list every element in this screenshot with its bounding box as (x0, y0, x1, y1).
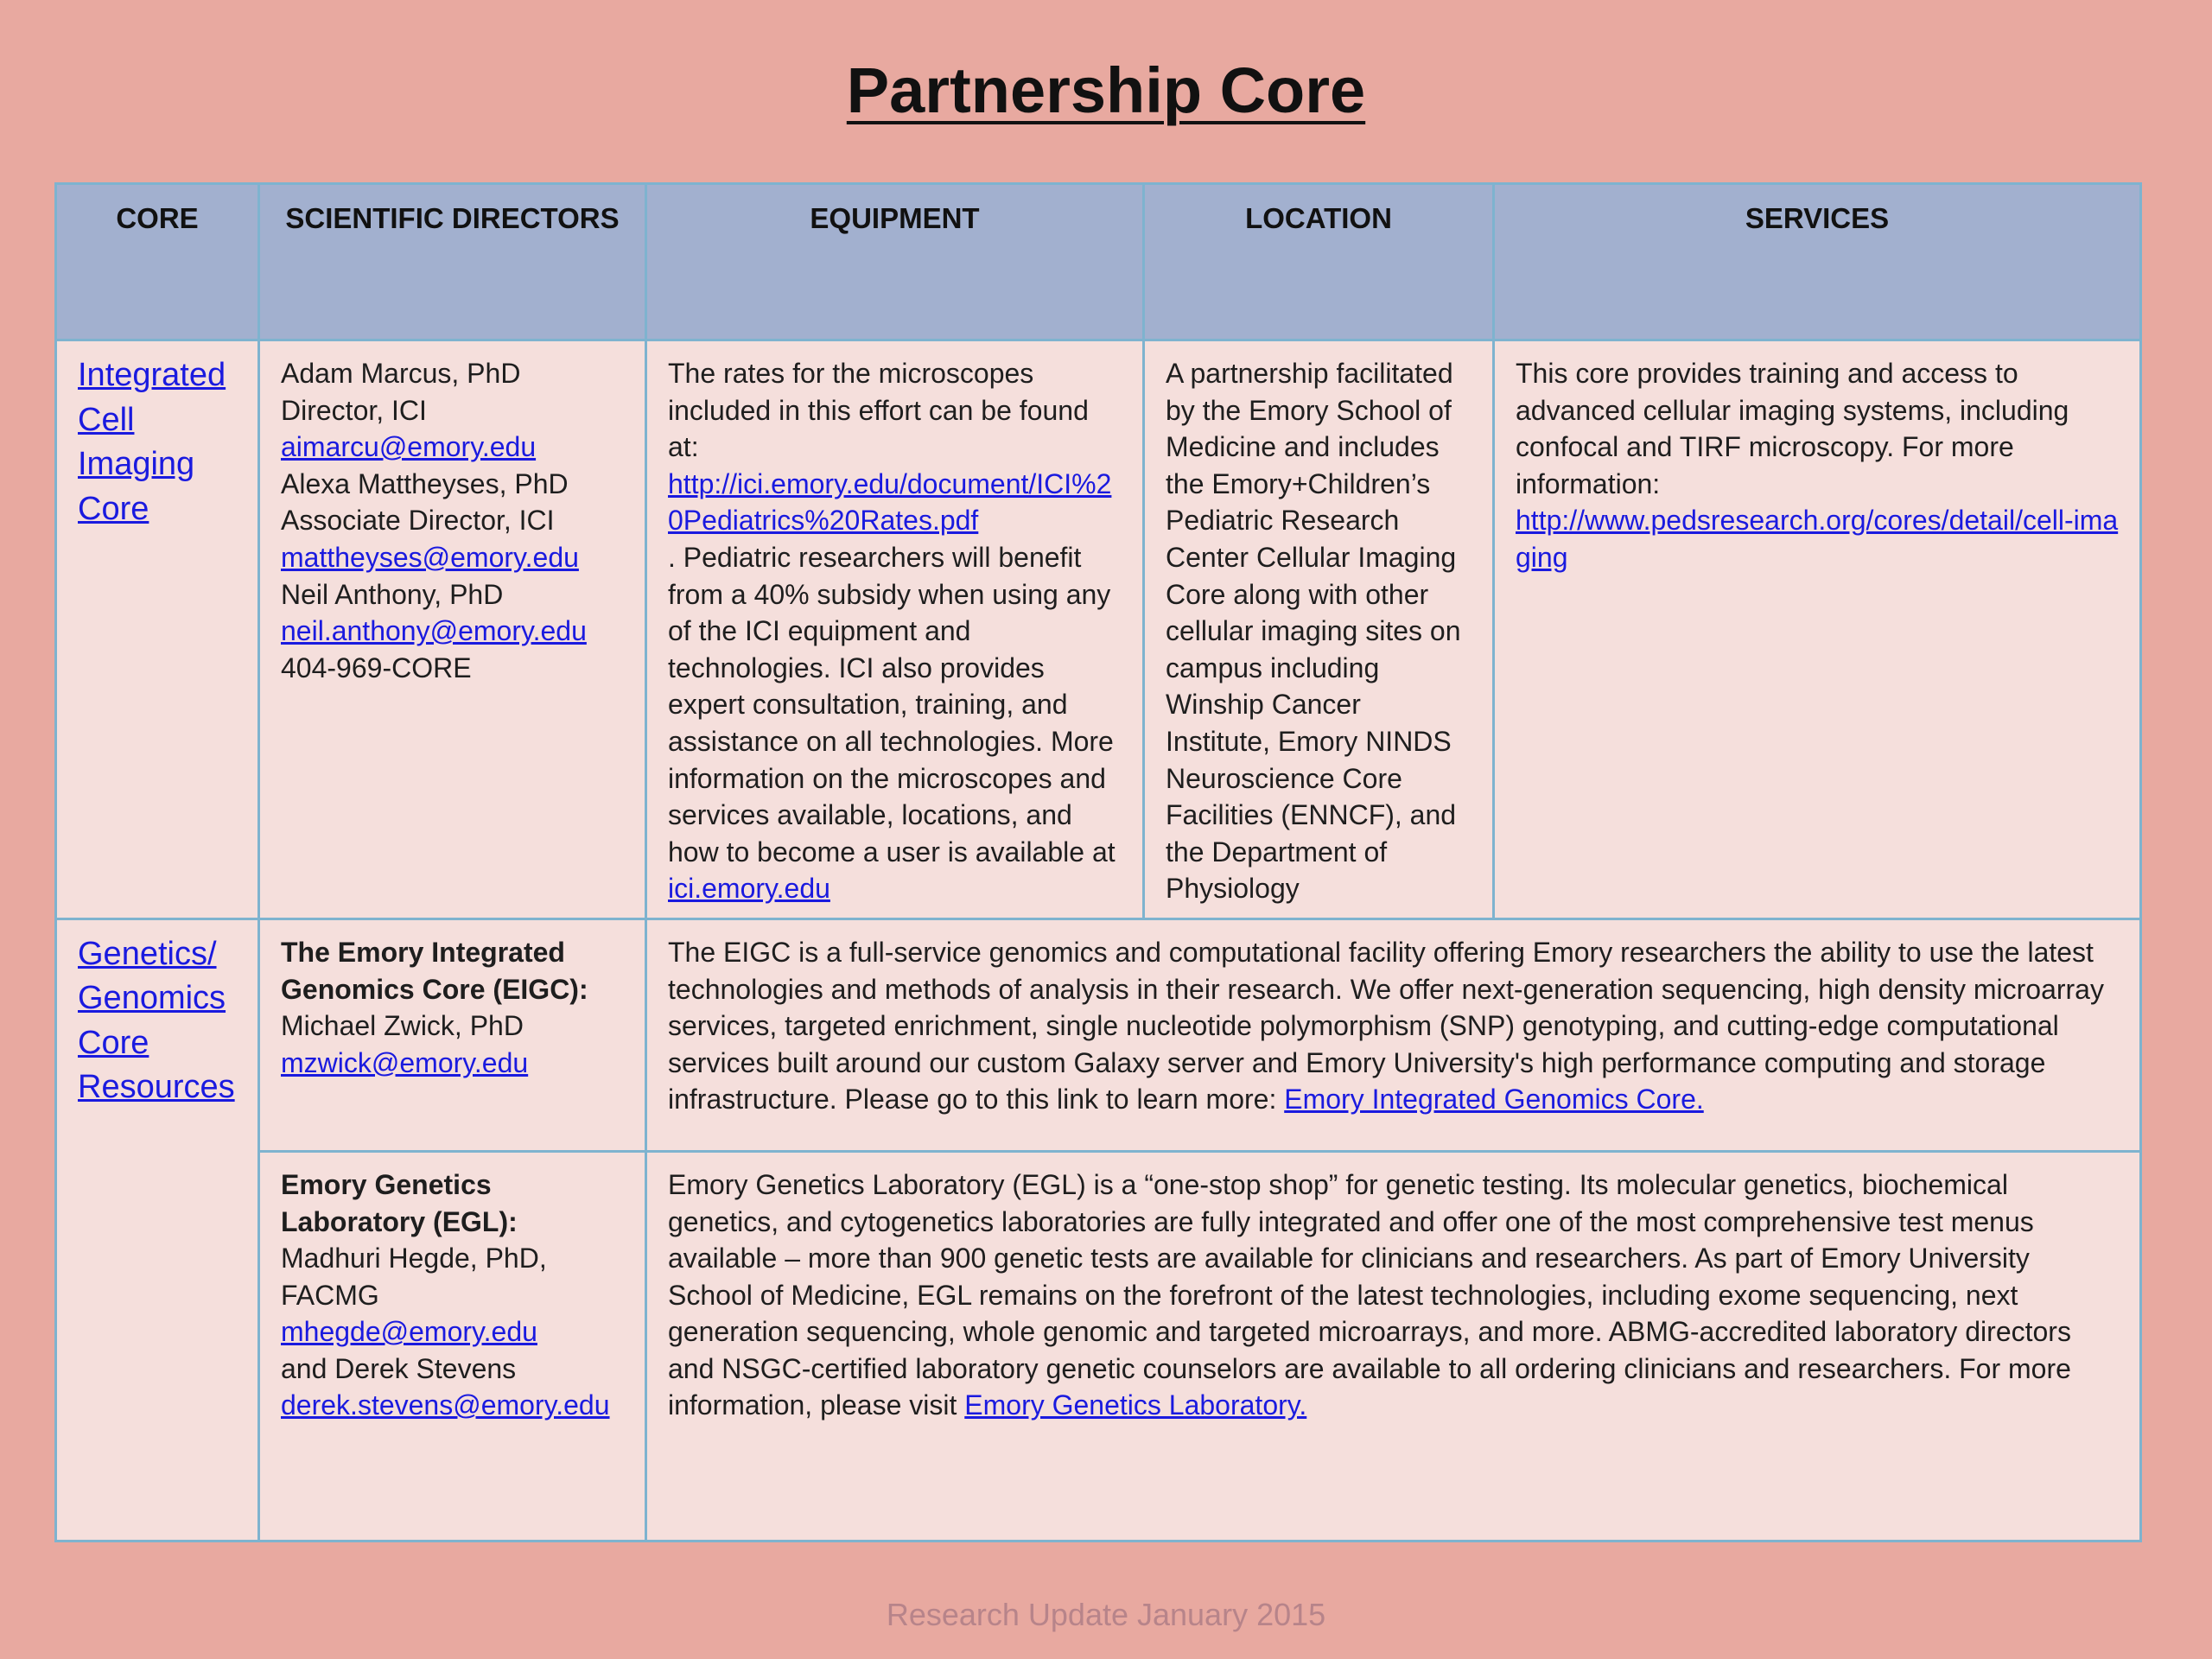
genetics-core-link[interactable]: Genetics/ Genomics Core Resources (78, 935, 235, 1106)
rates-pdf-link[interactable]: http://ici.emory.edu/document/ICI%20Pediatrics%20Rates.pdf (668, 467, 1112, 537)
core-cell-genetics (56, 918, 259, 1541)
eigc-link[interactable]: Emory Integrated Genomics Core. (1284, 1084, 1704, 1116)
page-title: Partnership Core (846, 54, 1366, 126)
equipment-intro: The rates for the microscopes included in this effort can be found at: (668, 358, 1089, 463)
director-name-anthony: Neil Anthony, PhD (281, 578, 504, 610)
header-location: LOCATION (1144, 184, 1494, 340)
services-cell-ici (1494, 340, 2141, 919)
table-row-ici (56, 340, 2141, 919)
description-cell-eigc (646, 918, 2141, 1151)
phone-number: 404-969-CORE (281, 652, 472, 683)
header-services: SERVICES (1494, 184, 2141, 340)
core-cell-ici (56, 340, 259, 919)
header-equipment: EQUIPMENT (646, 184, 1144, 340)
pedsresearch-link[interactable]: http://www.pedsresearch.org/cores/detail/cell-imaging (1516, 505, 2119, 573)
director-name-marcus: Adam Marcus, PhD (281, 358, 521, 389)
equipment-cell-ici (646, 340, 1144, 919)
ici-core-link[interactable]: Integrated Cell Imaging Core (78, 357, 226, 527)
description-cell-egl (646, 1151, 2141, 1541)
email-link-zwick[interactable]: mzwick@emory.edu (281, 1046, 529, 1078)
eigc-description: The EIGC is a full-service genomics and computational facility offering Emory researchers the ability to use the latest technologies and methods of analysis in their research. We offer next-generation sequencing, high density microarray services, targeted enrichment, single nucleotide polymorphism (SNP) genotyping, and cutting-edge computational services built around our custom Galaxy server and Emory University's high performance computing and storage infrastructure. Please go to this link to learn more: (668, 936, 2104, 1116)
email-link-stevens[interactable]: derek.stevens@emory.edu (281, 1389, 610, 1421)
rates-period: . (668, 541, 676, 573)
equipment-body: Pediatric researchers will benefit from a 40% subsidy when using any of the ICI equipment and technologies. ICI also provides expert consultation, training, and assistance on all technologies. More information on the microscopes and services available, locations, and how to become a user is available at (668, 541, 1116, 868)
director-name-zwick: Michael Zwick, PhD (281, 1010, 524, 1042)
email-link-mattheyses[interactable]: mattheyses@emory.edu (281, 541, 579, 573)
header-row (56, 184, 2141, 340)
egl-description: Emory Genetics Laboratory (EGL) is a “one-stop shop” for genetic testing. Its molecular genetics, biochemical genetics, and cytogenetics laboratories are fully integrated and offer one of the most comprehensive test menus available – more than 900 genetic tests are available for clinicians and researchers. As part of Emory University School of Medicine, EGL remains on the forefront of the latest technologies, including exome sequencing, next generation sequencing, whole genomic and targeted microarrays, and more. ABMG-accredited laboratory directors and NSGC-certified laboratory genetic counselors are available to all ordering clinicians and researchers. For more information, please visit (668, 1168, 2071, 1421)
director-name-mattheyses: Alexa Mattheyses, PhD (281, 467, 569, 499)
email-link-hegde[interactable]: mhegde@emory.edu (281, 1316, 537, 1348)
core-table (54, 182, 2142, 1542)
header-scientific-directors: SCIENTIFIC DIRECTORS (259, 184, 646, 340)
email-link-anthony[interactable]: neil.anthony@emory.edu (281, 615, 587, 647)
ici-site-link[interactable]: ici.emory.edu (668, 873, 830, 905)
directors-cell-egl (259, 1151, 646, 1541)
directors-cell-ici (259, 340, 646, 919)
director-name-hegde: Madhuri Hegde, PhD, FACMG (281, 1243, 547, 1311)
table-row-egl (56, 1151, 2141, 1541)
footer-text: Research Update January 2015 (886, 1597, 1326, 1632)
egl-heading: Emory Genetics Laboratory (EGL): (281, 1168, 518, 1237)
egl-link[interactable]: Emory Genetics Laboratory. (964, 1389, 1307, 1421)
email-link-marcus[interactable]: aimarcu@emory.edu (281, 431, 537, 463)
services-text: This core provides training and access to advanced cellular imaging systems, including confocal and TIRF microscopy. For more information: (1516, 358, 2069, 499)
directors-cell-eigc (259, 918, 646, 1151)
eigc-heading: The Emory Integrated Genomics Core (EIGC): (281, 936, 588, 1005)
location-cell-ici: A partnership facilitated by the Emory School of Medicine and includes the Emory+Children’s Pediatric Research Center Cellular Imaging Core along with other cellular imaging sites on campus including Winship Cancer Institute, Emory NINDS Neuroscience Core Facilities (ENNCF), and the Department of Physiology (1144, 340, 1494, 919)
header-core: CORE (56, 184, 259, 340)
director-title-mattheyses: Associate Director, ICI (281, 505, 555, 537)
director-name-stevens: and Derek Stevens (281, 1352, 517, 1384)
table-row-eigc (56, 918, 2141, 1151)
director-title-marcus: Director, ICI (281, 394, 427, 426)
